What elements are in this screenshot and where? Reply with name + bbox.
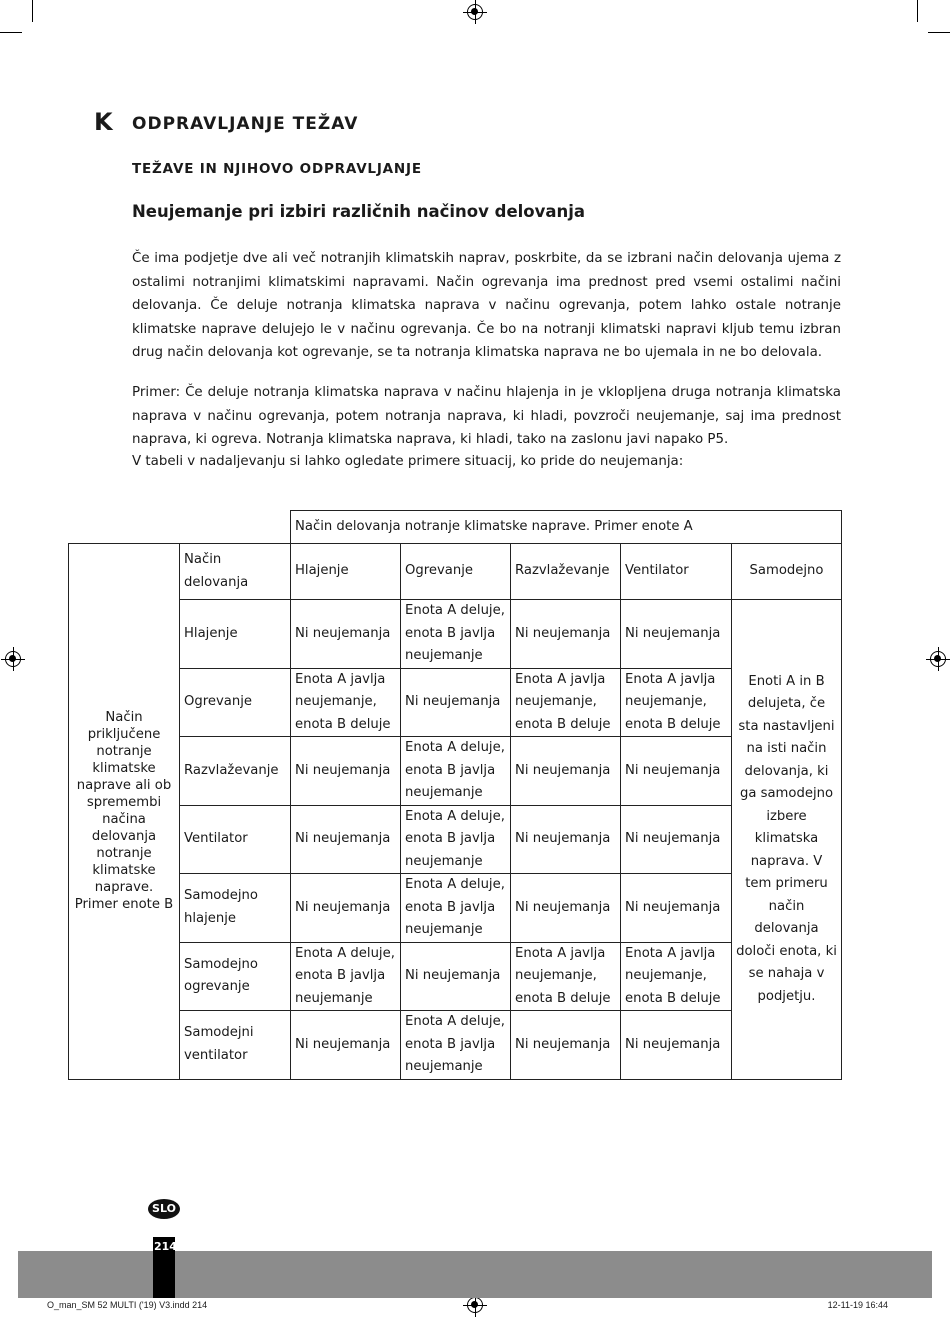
table-intro-paragraph: V tabeli v nadaljevanju si lahko ogledate primere situacij, ko pride do neujemanja: (132, 454, 684, 469)
table-cell: Enota A javlja neujemanje, enota B deluje (621, 942, 732, 1011)
row-mode: Razvlaževanje (180, 737, 291, 806)
table-cell: Enota A javlja neujemanje, enota B deluje (291, 668, 401, 737)
auto-mode-note: Enoti A in B delujeta, če sta nastavljeni na isti način delovanja, ki ga samodejno izbere klimatska naprava. V tem primeru način delovanja določi enota, ki se nahaja v podjetju. (732, 600, 842, 1080)
table-cell: Enota A deluje, enota B javlja neujemanje (401, 1011, 511, 1080)
column-header: Samodejno (732, 544, 842, 600)
table-cell: Enota A deluje, enota B javlja neujemanje (401, 600, 511, 669)
example-paragraph: Primer: Če deluje notranja klimatska naprava v načinu hlajenja in je vklopljena druga notranja klimatska naprava v načinu ogrevanja, potem notranja naprava, ki hladi, povzroči neujemanje, saj ima prednost naprava, ki ogreva. Notranja klimatska naprava, ki hladi, tako na zaslonu javi napako P5. (132, 385, 841, 447)
column-header: Hlajenje (291, 544, 401, 600)
table-cell: Ni neujemanja (291, 874, 401, 943)
table-row (69, 600, 842, 669)
crop-mark (32, 0, 33, 22)
date-info: 12-11-19 16:44 (827, 1300, 888, 1310)
table-cell: Ni neujemanja (621, 737, 732, 806)
table-row (69, 805, 842, 874)
table-cell: Ni neujemanja (621, 874, 732, 943)
table-row (69, 1011, 842, 1080)
table-cell: Enota A deluje, enota B javlja neujemanje (401, 874, 511, 943)
subsection-title: TEŽAVE IN NJIHOVO ODPRAVLJANJE (132, 161, 422, 177)
table-cell: Enota A deluje, enota B javlja neujemanje (291, 942, 401, 1011)
table-row (69, 668, 842, 737)
registration-mark-icon (467, 1297, 483, 1313)
crop-mark (0, 32, 22, 33)
table-cell: Enota A deluje, enota B javlja neujemanje (401, 737, 511, 806)
crop-mark (917, 0, 918, 22)
registration-mark-icon (5, 651, 21, 667)
row-mode: Samodejni ventilator (180, 1011, 291, 1080)
table-cell: Ni neujemanja (621, 805, 732, 874)
column-header: Ogrevanje (401, 544, 511, 600)
page-number: 214 (154, 1240, 177, 1253)
mismatch-table (68, 510, 842, 1080)
table-cell: Ni neujemanja (511, 805, 621, 874)
row-mode: Samodejno ogrevanje (180, 942, 291, 1011)
table-cell: Ni neujemanja (511, 600, 621, 669)
table-cell: Ni neujemanja (511, 874, 621, 943)
table-cell: Ni neujemanja (291, 805, 401, 874)
mode-column-header: Način delovanja (180, 544, 291, 600)
table-cell: Enota A javlja neujemanje, enota B deluje (511, 942, 621, 1011)
table-row (69, 737, 842, 806)
table-cell: Ni neujemanja (401, 668, 511, 737)
table-cell: Enota A deluje, enota B javlja neujemanje (401, 805, 511, 874)
topic-heading: Neujemanje pri izbiri različnih načinov delovanja (132, 202, 586, 221)
registration-mark-icon (467, 4, 483, 20)
file-info: O_man_SM 52 MULTI ('19) V3.indd 214 (47, 1300, 208, 1310)
table-cell: Ni neujemanja (621, 600, 732, 669)
table-cell: Ni neujemanja (291, 1011, 401, 1080)
table-cell: Ni neujemanja (291, 600, 401, 669)
table-cell: Ni neujemanja (291, 737, 401, 806)
table-row (69, 874, 842, 943)
table-cell: Ni neujemanja (621, 1011, 732, 1080)
table-cell: Enota A javlja neujemanje, enota B deluje (511, 668, 621, 737)
row-group-label: Način priključene notranje klimatske naprave ali ob spremembi načina delovanja notranje klimatske naprave. Primer enote B (69, 544, 180, 1080)
table-top-header: Način delovanja notranje klimatske naprave. Primer enote A (291, 511, 842, 544)
row-mode: Ventilator (180, 805, 291, 874)
intro-paragraph: Če ima podjetje dve ali več notranjih klimatskih naprav, poskrbite, da se izbrani način delovanja ujema z ostalimi notranjimi klimatskimi napravami. Način ogrevanja ima prednost pred vsemi ostalimi načini delovanja. Če deluje notranja klimatska naprava v načinu ogrevanja, potem lahko ostale notranje klimatske naprave delujejo le v načinu ogrevanja. Če bo na notranji klimatski napravi kljub temu izbran drug način delovanja kot ogrevanje, se ta notranja klimatska naprava ne bo ujemala in ne bo delovala. (132, 251, 841, 360)
row-mode: Ogrevanje (180, 668, 291, 737)
table-cell: Ni neujemanja (511, 1011, 621, 1080)
row-mode: Samodejno hlajenje (180, 874, 291, 943)
table-cell: Enota A javlja neujemanje, enota B deluje (621, 668, 732, 737)
column-header: Ventilator (621, 544, 732, 600)
table-corner (69, 511, 291, 544)
section-letter: K (94, 108, 113, 136)
table-cell: Ni neujemanja (401, 942, 511, 1011)
table-cell: Ni neujemanja (511, 737, 621, 806)
registration-mark-icon (930, 651, 946, 667)
row-mode: Hlajenje (180, 600, 291, 669)
column-header: Razvlaževanje (511, 544, 621, 600)
table-row (69, 942, 842, 1011)
section-title: ODPRAVLJANJE TEŽAV (132, 114, 359, 134)
crop-mark (928, 32, 950, 33)
language-badge: SLO (148, 1199, 180, 1219)
